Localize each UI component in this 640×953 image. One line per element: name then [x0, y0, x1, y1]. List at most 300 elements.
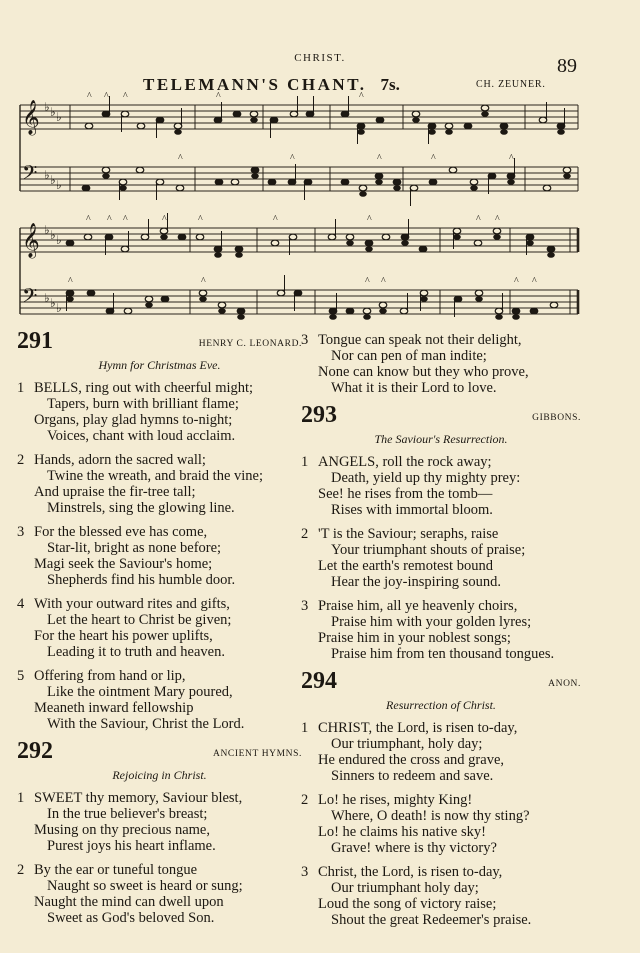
hymn-line — [17, 524, 302, 540]
line-text: BELLS, ring out with cheerful might; — [34, 380, 254, 396]
note-head — [329, 308, 337, 314]
note-head — [156, 117, 164, 123]
stanza — [17, 862, 302, 926]
line-text: Lo! he rises, mighty King! — [318, 792, 473, 808]
note-head — [382, 234, 390, 240]
note-head — [304, 179, 312, 185]
note-head — [145, 296, 153, 302]
hymn-line — [17, 412, 302, 428]
hymn-line — [301, 646, 581, 662]
note-head — [412, 117, 420, 123]
note-head — [393, 185, 401, 191]
line-text: Meaneth inward fellowship — [34, 700, 194, 716]
note-head — [121, 111, 129, 117]
note-head — [106, 308, 114, 314]
note-head — [199, 296, 207, 302]
note-head — [470, 179, 478, 185]
note-head — [341, 179, 349, 185]
note-head — [526, 234, 534, 240]
hymn-header — [301, 404, 581, 432]
line-text: Purest joys his heart inflame. — [47, 838, 216, 854]
hymn-number: 291 — [17, 328, 53, 354]
hymn-line — [17, 716, 302, 732]
hymn-line — [301, 574, 581, 590]
bass-clef-icon: 𝄢 — [22, 161, 38, 189]
note-head — [429, 179, 437, 185]
line-text: In the true believer's breast; — [47, 806, 208, 822]
hymn-line — [17, 862, 302, 878]
hymn-header — [17, 740, 302, 768]
note-head — [454, 296, 462, 302]
hymn-line — [17, 684, 302, 700]
note-head — [196, 234, 204, 240]
note-head — [363, 314, 371, 320]
note-head — [161, 296, 169, 302]
note-head — [102, 111, 110, 117]
note-head — [410, 185, 418, 191]
note-head — [453, 228, 461, 234]
note-head — [412, 111, 420, 117]
accent-mark: ^ — [87, 91, 92, 102]
accent-mark: ^ — [509, 153, 514, 164]
note-head — [365, 246, 373, 252]
hymn-line — [17, 838, 302, 854]
hymn-line — [301, 502, 581, 518]
line-text: Praise him from ten thousand tongues. — [331, 646, 555, 662]
note-head — [178, 234, 186, 240]
line-text: For the heart his power uplifts, — [34, 628, 213, 644]
line-text: 'T is the Saviour; seraphs, raise — [318, 526, 499, 542]
note-head — [445, 129, 453, 135]
hymn-line — [301, 768, 581, 784]
tune-meter: 7s. — [380, 75, 400, 94]
flat-icon: ♭ — [50, 105, 56, 119]
note-head — [400, 308, 408, 314]
flat-icon: ♭ — [56, 110, 62, 124]
line-text: What it is their Lord to love. — [331, 380, 497, 396]
hymn-author: ANON. — [548, 679, 581, 689]
flat-icon: ♭ — [44, 223, 50, 237]
note-head — [376, 117, 384, 123]
hymn-line — [17, 468, 302, 484]
flat-icon: ♭ — [44, 168, 50, 182]
note-head — [401, 234, 409, 240]
note-head — [341, 111, 349, 117]
note-head — [85, 123, 93, 129]
flat-icon: ♭ — [50, 296, 56, 310]
hymn-line — [17, 790, 302, 806]
line-text: With the Saviour, Christ the Lord. — [47, 716, 245, 732]
line-text: Leading it to truth and heaven. — [47, 644, 225, 660]
stanza-number: 3 — [301, 332, 309, 348]
note-head — [105, 234, 113, 240]
note-head — [271, 240, 279, 246]
note-head — [121, 246, 129, 252]
note-head — [66, 290, 74, 296]
line-text: Star-lit, bright as none before; — [47, 540, 222, 556]
note-head — [481, 111, 489, 117]
stanza-number: 2 — [17, 862, 25, 878]
note-head — [449, 167, 457, 173]
line-text: Grave! where is thy victory? — [331, 840, 497, 856]
note-head — [214, 246, 222, 252]
note-head — [174, 123, 182, 129]
stanza-number: 4 — [17, 596, 25, 612]
music-score — [0, 0, 640, 325]
hymn — [17, 740, 302, 926]
line-text: With your outward rites and gifts, — [34, 596, 230, 612]
line-text: Let the earth's remotest bound — [318, 558, 493, 574]
accent-mark: ^ — [514, 276, 519, 287]
line-text: By the ear or tuneful tongue — [34, 862, 198, 878]
note-head — [136, 167, 144, 173]
stanza — [301, 332, 581, 396]
note-head — [420, 296, 428, 302]
treble-clef-icon: 𝄞 — [22, 100, 40, 135]
hymn-header — [17, 330, 302, 358]
note-head — [231, 179, 239, 185]
note-head — [218, 308, 226, 314]
note-head — [526, 240, 534, 246]
hymn-author: HENRY C. LEONARD. — [198, 339, 302, 349]
hymn-line — [301, 824, 581, 840]
note-head — [329, 314, 337, 320]
accent-mark: ^ — [201, 276, 206, 287]
note-head — [102, 167, 110, 173]
note-head — [363, 308, 371, 314]
line-text: For the blessed eve has come, — [34, 524, 208, 540]
accent-mark: ^ — [381, 276, 386, 287]
line-text: Magi seek the Saviour's home; — [34, 556, 213, 572]
flat-icon: ♭ — [56, 301, 62, 315]
line-text: And upraise the fir-tree tall; — [34, 484, 196, 500]
line-text: Voices, chant with loud acclaim. — [47, 428, 236, 444]
accent-mark: ^ — [359, 91, 364, 102]
hymn-line — [301, 598, 581, 614]
hymn-line — [17, 894, 302, 910]
note-head — [547, 246, 555, 252]
flat-icon: ♭ — [50, 173, 56, 187]
hymn-line — [301, 896, 581, 912]
hymn-line — [17, 428, 302, 444]
line-text: Praise him with your golden lyres; — [331, 614, 532, 630]
accent-mark: ^ — [162, 214, 167, 225]
note-head — [66, 296, 74, 302]
note-head — [199, 290, 207, 296]
stanza — [17, 380, 302, 444]
stanza — [17, 668, 302, 732]
line-text: Where, O death! is now thy sting? — [331, 808, 530, 824]
note-head — [543, 185, 551, 191]
stanza-number: 1 — [301, 454, 309, 470]
note-head — [288, 179, 296, 185]
note-head — [137, 123, 145, 129]
line-text: Hands, adorn the sacred wall; — [34, 452, 206, 468]
note-head — [557, 129, 565, 135]
hymn-line — [301, 526, 581, 542]
note-head — [294, 290, 302, 296]
hymn-line — [301, 808, 581, 824]
note-head — [474, 240, 482, 246]
stanza-number: 2 — [17, 452, 25, 468]
note-head — [530, 308, 538, 314]
stanza — [301, 526, 581, 590]
hymn-line — [301, 558, 581, 574]
accent-mark: ^ — [86, 214, 91, 225]
hymn-line — [301, 348, 581, 364]
hymn-author: ANCIENT HYMNS. — [213, 749, 302, 759]
line-text: Praise him, all ye heavenly choirs, — [318, 598, 518, 614]
note-head — [475, 290, 483, 296]
note-head — [250, 111, 258, 117]
line-text: Praise him in your noblest songs; — [318, 630, 511, 646]
line-text: Rises with immortal bloom. — [331, 502, 493, 518]
note-head — [475, 296, 483, 302]
stanza-number: 5 — [17, 668, 25, 684]
line-text: Let the heart to Christ be given; — [47, 612, 232, 628]
line-text: Naught the mind can dwell upon — [34, 894, 224, 910]
hymn-line — [17, 612, 302, 628]
line-text: Naught so sweet is heard or sung; — [47, 878, 243, 894]
hymn-line — [301, 470, 581, 486]
note-head — [507, 173, 515, 179]
running-head: CHRIST. — [294, 52, 346, 64]
accent-mark: ^ — [476, 214, 481, 225]
note-head — [268, 179, 276, 185]
note-head — [84, 234, 92, 240]
flat-icon: ♭ — [44, 291, 50, 305]
hymn-line — [17, 452, 302, 468]
line-text: ANGELS, roll the rock away; — [318, 454, 492, 470]
hymn-line — [301, 542, 581, 558]
line-text: Hear the joy-inspiring sound. — [331, 574, 501, 590]
stanza-number: 1 — [17, 790, 25, 806]
line-text: Loud the song of victory raise; — [318, 896, 497, 912]
hymn-line — [301, 752, 581, 768]
hymn-line — [301, 380, 581, 396]
hymn-line — [17, 822, 302, 838]
note-head — [215, 179, 223, 185]
line-text: Death, yield up thy mighty prey: — [331, 470, 521, 486]
hymn-subtitle: Rejoicing in Christ. — [112, 768, 207, 782]
line-text: Shepherds find his humble door. — [47, 572, 236, 588]
note-head — [375, 173, 383, 179]
tune-composer: CH. ZEUNER. — [476, 79, 546, 90]
note-head — [306, 111, 314, 117]
stanza-number: 2 — [301, 526, 309, 542]
note-head — [176, 185, 184, 191]
hymn-line — [301, 840, 581, 856]
hymn-line — [301, 364, 581, 380]
note-head — [359, 185, 367, 191]
hymn-number: 293 — [301, 402, 337, 428]
hymn-line — [17, 700, 302, 716]
note-head — [420, 290, 428, 296]
line-text: See! he rises from the tomb— — [318, 486, 493, 502]
hymn-line — [301, 912, 581, 928]
stanza — [17, 790, 302, 854]
hymn-subtitle: Hymn for Christmas Eve. — [98, 358, 221, 372]
note-head — [464, 123, 472, 129]
note-head — [235, 246, 243, 252]
stanza-number: 3 — [301, 598, 309, 614]
note-head — [124, 308, 132, 314]
page-number: 89 — [557, 55, 577, 77]
hymn — [301, 670, 581, 928]
line-text: Organs, play glad hymns to-night; — [34, 412, 233, 428]
flat-icon: ♭ — [44, 100, 50, 114]
note-head — [290, 111, 298, 117]
line-text: CHRIST, the Lord, is risen to-day, — [318, 720, 518, 736]
line-text: Christ, the Lord, is risen to-day, — [318, 864, 503, 880]
hymn-line — [301, 736, 581, 752]
accent-mark: ^ — [377, 153, 382, 164]
bass-clef-icon: 𝄢 — [22, 284, 38, 312]
hymn-line — [17, 396, 302, 412]
line-text: Minstrels, sing the glowing line. — [47, 500, 235, 516]
hymn-line — [301, 720, 581, 736]
accent-mark: ^ — [431, 153, 436, 164]
note-head — [156, 179, 164, 185]
stanza — [17, 452, 302, 516]
stanza — [301, 598, 581, 662]
hymn-line — [17, 540, 302, 556]
line-text: Your triumphant shouts of praise; — [331, 542, 526, 558]
line-text: Nor can pen of man indite; — [331, 348, 487, 364]
note-head — [550, 302, 558, 308]
tune-name: TELEMANN'S CHANT. — [143, 75, 367, 94]
accent-mark: ^ — [290, 153, 295, 164]
hymn-line — [17, 596, 302, 612]
note-head — [512, 308, 520, 314]
stanza — [17, 524, 302, 588]
accent-mark: ^ — [216, 91, 221, 102]
hymn-line — [17, 806, 302, 822]
line-text: Sinners to redeem and save. — [331, 768, 494, 784]
right-column — [301, 332, 581, 936]
note-head — [237, 314, 245, 320]
note-head — [419, 246, 427, 252]
note-head — [277, 290, 285, 296]
flat-icon: ♭ — [50, 228, 56, 242]
stanza — [301, 864, 581, 928]
note-head — [401, 240, 409, 246]
accent-mark: ^ — [198, 214, 203, 225]
note-head — [488, 173, 496, 179]
line-text: Shout the great Redeemer's praise. — [331, 912, 532, 928]
hymn-line — [17, 878, 302, 894]
note-head — [346, 308, 354, 314]
note-head — [500, 123, 508, 129]
hymn-line — [301, 630, 581, 646]
note-head — [174, 129, 182, 135]
note-head — [328, 234, 336, 240]
note-head — [428, 129, 436, 135]
note-head — [563, 173, 571, 179]
note-head — [393, 179, 401, 185]
hymn-number: 294 — [301, 668, 337, 694]
note-head — [359, 191, 367, 197]
note-head — [357, 123, 365, 129]
note-head — [250, 117, 258, 123]
note-head — [251, 173, 259, 179]
note-head — [379, 308, 387, 314]
note-head — [428, 123, 436, 129]
hymn-line — [17, 910, 302, 926]
note-head — [237, 308, 245, 314]
note-head — [145, 302, 153, 308]
stanza-number: 3 — [17, 524, 25, 540]
note-head — [495, 314, 503, 320]
hymn-line — [301, 880, 581, 896]
line-text: Our triumphant, holy day; — [331, 736, 483, 752]
note-head — [557, 123, 565, 129]
accent-mark: ^ — [107, 214, 112, 225]
hymn-number: 292 — [17, 738, 53, 764]
note-head — [82, 185, 90, 191]
note-head — [470, 185, 478, 191]
accent-mark: ^ — [68, 276, 73, 287]
line-text: Twine the wreath, and braid the vine; — [47, 468, 264, 484]
hymn-line — [17, 628, 302, 644]
stanza-number: 1 — [301, 720, 309, 736]
accent-mark: ^ — [273, 214, 278, 225]
note-head — [289, 234, 297, 240]
line-text: Musing on thy precious name, — [34, 822, 210, 838]
stanza-number: 1 — [17, 380, 25, 396]
hymn-line — [17, 500, 302, 516]
note-head — [445, 123, 453, 129]
note-head — [547, 252, 555, 258]
hymn-line — [17, 484, 302, 500]
line-text: Tongue can speak not their delight, — [318, 332, 522, 348]
treble-clef-icon: 𝄞 — [22, 223, 40, 258]
stanza-number: 2 — [301, 792, 309, 808]
note-head — [357, 129, 365, 135]
stanza — [301, 454, 581, 518]
line-text: Like the ointment Mary poured, — [47, 684, 233, 700]
note-head — [160, 228, 168, 234]
note-head — [214, 117, 222, 123]
left-column — [17, 330, 302, 934]
stanza — [301, 720, 581, 784]
stanza — [301, 792, 581, 856]
accent-mark: ^ — [365, 276, 370, 287]
flat-icon: ♭ — [56, 178, 62, 192]
hymn-header — [301, 670, 581, 698]
line-text: Tapers, burn with brilliant flame; — [47, 396, 239, 412]
note-head — [379, 302, 387, 308]
note-head — [233, 111, 241, 117]
hymn-line — [301, 864, 581, 880]
note-head — [493, 228, 501, 234]
note-head — [365, 240, 373, 246]
note-head — [119, 179, 127, 185]
hymn-line — [301, 486, 581, 502]
stanza-number: 3 — [301, 864, 309, 880]
note-head — [507, 179, 515, 185]
note-head — [160, 234, 168, 240]
note-head — [563, 167, 571, 173]
accent-mark: ^ — [123, 91, 128, 102]
note-head — [481, 105, 489, 111]
note-head — [66, 240, 74, 246]
line-text: None can know but they who prove, — [318, 364, 529, 380]
note-head — [235, 252, 243, 258]
note-head — [539, 117, 547, 123]
hymn-line — [301, 332, 581, 348]
accent-mark: ^ — [495, 214, 500, 225]
